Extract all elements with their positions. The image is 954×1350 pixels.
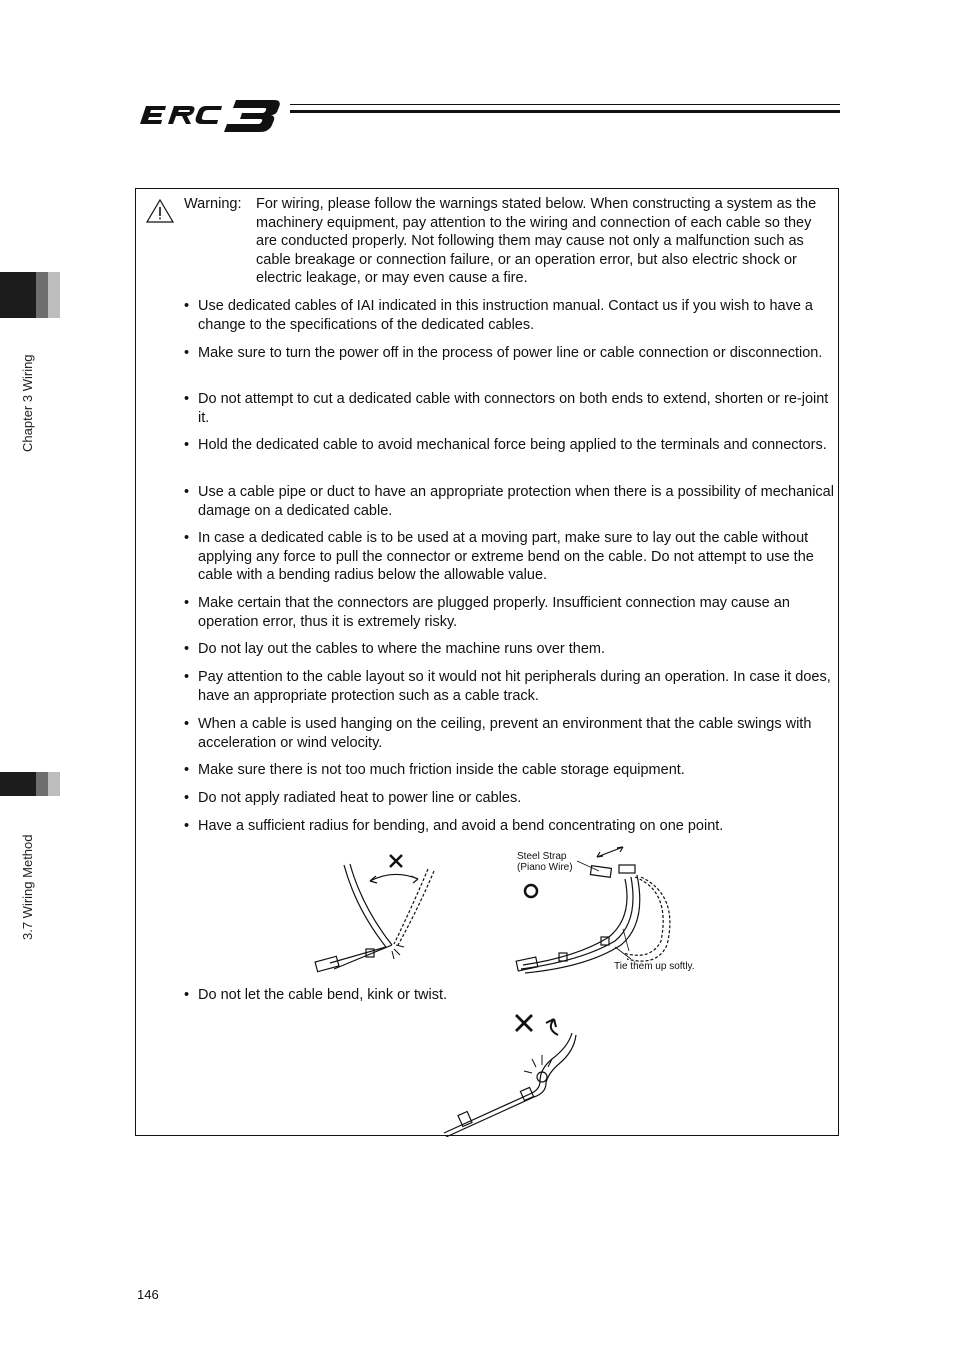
chapter-tab-marker [0, 272, 60, 318]
list-item: • In case a dedicated cable is to be used at a moving part, make sure to lay out the cable without applying any force to pull the connector or extreme bend on the cable. Do not attempt to use the cable with a bending radius below the allowable value. [184, 530, 814, 583]
erc3-logo [136, 92, 286, 132]
tie-softly-label: Tie them up softly. [614, 961, 695, 972]
list-item: • Have a sufficient radius for bending, and avoid a bend concentrating on one point. [184, 818, 724, 834]
kinked-cable-illustration [436, 1009, 586, 1137]
header-rule-thick [290, 110, 840, 113]
chapter-side-label: Chapter 3 Wiring [20, 354, 35, 452]
list-item: • Use dedicated cables of IAI indicated in this instruction manual. Contact us if you wish to have a change to the specifications of the dedicated cables. [184, 298, 813, 333]
list-item: • Do not attempt to cut a dedicated cable with connectors on both ends to extend, shorten or re-joint it. [184, 391, 829, 426]
list-item: • Pay attention to the cable layout so it would not hit peripherals during an operation. In case it does, have an appropriate protection such as a cable track. [184, 669, 831, 704]
page-number: 146 [137, 1287, 159, 1302]
warning-text: For wiring, please follow the warnings stated below. When constructing a system as the machinery equipment, pay attention to the wiring and connection of each cable so they are conducted properly. Not following them may cause not only a malfunction such as cable breakage or connection failure, or an operation error, but also electric shock or electric leakage, or may even cause a fire. [256, 196, 817, 286]
section-side-label: 3.7 Wiring Method [20, 834, 35, 940]
sharp-bend-illustration [306, 849, 446, 977]
list-item: • When a cable is used hanging on the ceiling, prevent an environment that the cable swings with acceleration or wind velocity. [184, 716, 812, 751]
list-item: • Make sure there is not too much friction inside the cable storage equipment. [184, 762, 685, 778]
list-item: • Hold the dedicated cable to avoid mechanical force being applied to the terminals and connectors. [184, 437, 827, 453]
warning-box [135, 188, 839, 1136]
warning-triangle-icon [146, 199, 174, 223]
list-item: • Do not let the cable bend, kink or twist. [184, 987, 448, 1003]
list-item: • Do not lay out the cables to where the machine runs over them. [184, 641, 606, 657]
steel-strap-label: Steel Strap (Piano Wire) [517, 851, 573, 873]
list-item: • Use a cable pipe or duct to have an appropriate protection when there is a possibility of mechanical damage on a dedicated cable. [184, 484, 834, 519]
list-item: • Make sure to turn the power off in the process of power line or cable connection or disconnection. [184, 345, 823, 361]
warning-label: Warning: [184, 196, 242, 212]
list-item: • Make certain that the connectors are plugged properly. Insufficient connection may cause an operation error, thus it is extremely risky. [184, 595, 790, 630]
list-item: • Do not apply radiated heat to power line or cables. [184, 790, 522, 806]
header-rule-thin [290, 104, 840, 105]
section-tab-marker [0, 772, 60, 796]
